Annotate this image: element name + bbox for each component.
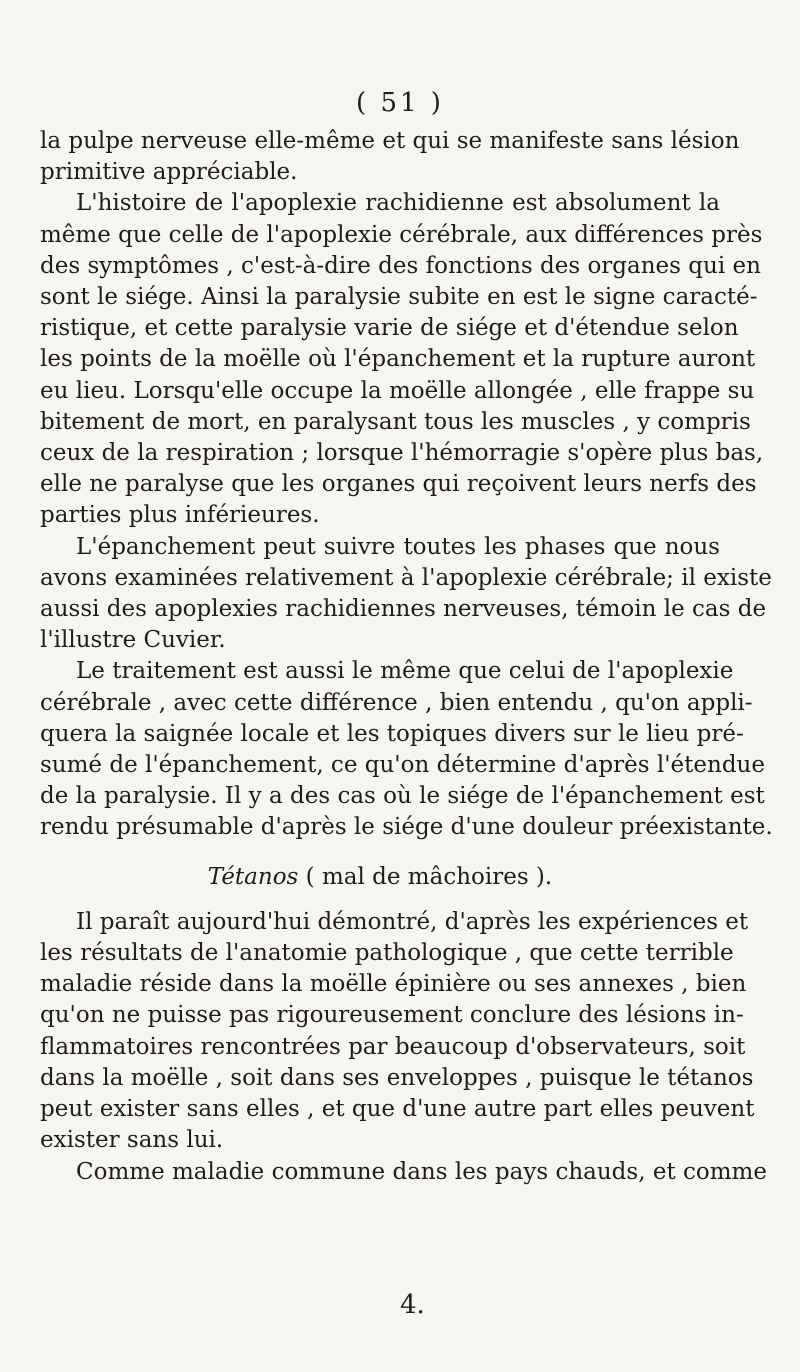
text-line: ceux de la respiration ; lorsque l'hémorragie s'opère plus bas, bbox=[40, 440, 764, 467]
signature-mark: 4. bbox=[400, 1290, 425, 1320]
text-line: ristique, et cette paralysie varie de siége et d'étendue selon bbox=[40, 315, 739, 342]
text-line: de la paralysie. Il y a des cas où le siége de l'épanchement est bbox=[40, 783, 765, 810]
text-line: avons examinées relativement à l'apoplexie cérébrale; il existe bbox=[40, 564, 772, 591]
paragraph-5 bbox=[40, 907, 755, 1157]
text-line: peut exister sans elles , et que d'une autre part elles peuvent bbox=[40, 1096, 755, 1123]
text-line: L'histoire de l'apoplexie rachidienne est absolument la bbox=[76, 190, 720, 217]
text-line: eu lieu. Lorsqu'elle occupe la moëlle allongée , elle frappe su bbox=[40, 377, 755, 404]
text-line: exister sans lui. bbox=[40, 1127, 224, 1154]
text-line: qu'on ne puisse pas rigoureusement conclure des lésions in- bbox=[40, 1002, 744, 1029]
paragraph-1 bbox=[40, 126, 740, 188]
text-line: l'illustre Cuvier. bbox=[40, 627, 226, 654]
text-line: primitive appréciable. bbox=[40, 159, 298, 186]
text-line: les résultats de l'anatomie pathologique , que cette terrible bbox=[40, 940, 734, 967]
text-line: les points de la moëlle où l'épanchement et la rupture auront bbox=[40, 346, 756, 373]
section-heading bbox=[40, 862, 720, 893]
text-line: flammatoires rencontrées par beaucoup d'observateurs, soit bbox=[40, 1033, 746, 1060]
text-line: quera la saignée locale et les topiques divers sur le lieu pré- bbox=[40, 720, 744, 747]
text-line: Il paraît aujourd'hui démontré, d'après les expériences et bbox=[76, 908, 749, 935]
page-number: ( 51 ) bbox=[356, 88, 444, 118]
heading-gloss: ( mal de mâchoires ). bbox=[305, 863, 553, 890]
text-line: sont le siége. Ainsi la paralysie subite en est le signe caracté- bbox=[40, 284, 758, 311]
text-line: elle ne paralyse que les organes qui reçoivent leurs nerfs des bbox=[40, 471, 757, 498]
paragraph-2 bbox=[40, 188, 764, 531]
text-line: bitement de mort, en paralysant tous les muscles , y compris bbox=[40, 408, 751, 435]
heading-term: Tétanos bbox=[207, 863, 299, 890]
text-line: même que celle de l'apoplexie cérébrale, aux différences près bbox=[40, 221, 763, 248]
text-line: rendu présumable d'après le siége d'une douleur préexistante. bbox=[40, 814, 773, 841]
paragraph-6 bbox=[40, 1157, 767, 1188]
text-line: des symptômes , c'est-à-dire des fonctions des organes qui en bbox=[40, 252, 761, 279]
text-line: dans la moëlle , soit dans ses enveloppes , puisque le tétanos bbox=[40, 1064, 754, 1091]
text-line: Le traitement est aussi le même que celui de l'apoplexie bbox=[76, 658, 734, 685]
paragraph-4 bbox=[40, 656, 773, 843]
paragraph-3 bbox=[40, 532, 772, 657]
text-line: sumé de l'épanchement, ce qu'on détermine d'après l'étendue bbox=[40, 752, 765, 779]
body-text bbox=[40, 126, 773, 1188]
text-line: la pulpe nerveuse elle-même et qui se manifeste sans lésion bbox=[40, 128, 740, 154]
text-line: Comme maladie commune dans les pays chauds, et comme bbox=[76, 1158, 767, 1185]
text-line: maladie réside dans la moëlle épinière ou ses annexes , bien bbox=[40, 971, 747, 998]
text-line: L'épanchement peut suivre toutes les phases que nous bbox=[76, 533, 720, 560]
text-line: parties plus inférieures. bbox=[40, 502, 320, 529]
text-line: cérébrale , avec cette différence , bien entendu , qu'on appli- bbox=[40, 689, 753, 716]
text-line: aussi des apoplexies rachidiennes nerveuses, témoin le cas de bbox=[40, 596, 767, 623]
